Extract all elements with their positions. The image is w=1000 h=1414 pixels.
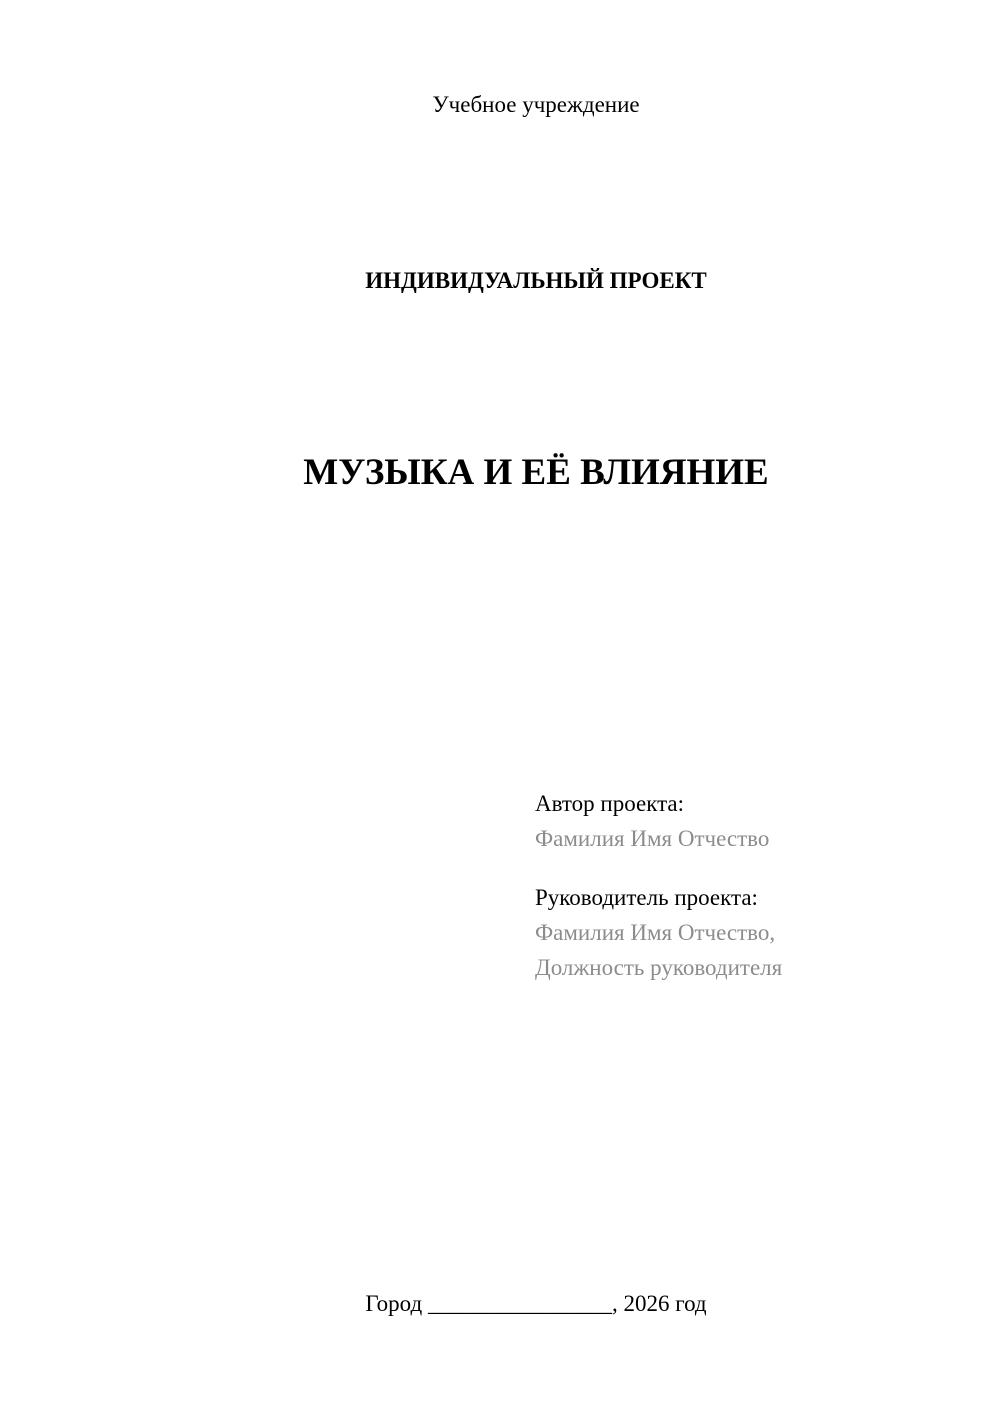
project-type-heading: ИНДИВИДУАЛЬНЫЙ ПРОЕКТ [365,268,707,293]
institution-name: Учебное учреждение [432,92,640,117]
author-name-placeholder: Фамилия Имя Отчество [535,826,770,851]
city-year-line: Город ________________, 2026 год [365,1291,707,1316]
author-label: Автор проекта: [535,791,684,816]
project-title: МУЗЫКА И ЕЁ ВЛИЯНИЕ [303,452,769,493]
supervisor-position-placeholder: Должность руководителя [535,955,783,980]
supervisor-label: Руководитель проекта: [535,885,758,910]
project-people-block [535,786,782,985]
supervisor-name-placeholder: Фамилия Имя Отчество, [535,920,776,945]
spacer [535,856,782,880]
